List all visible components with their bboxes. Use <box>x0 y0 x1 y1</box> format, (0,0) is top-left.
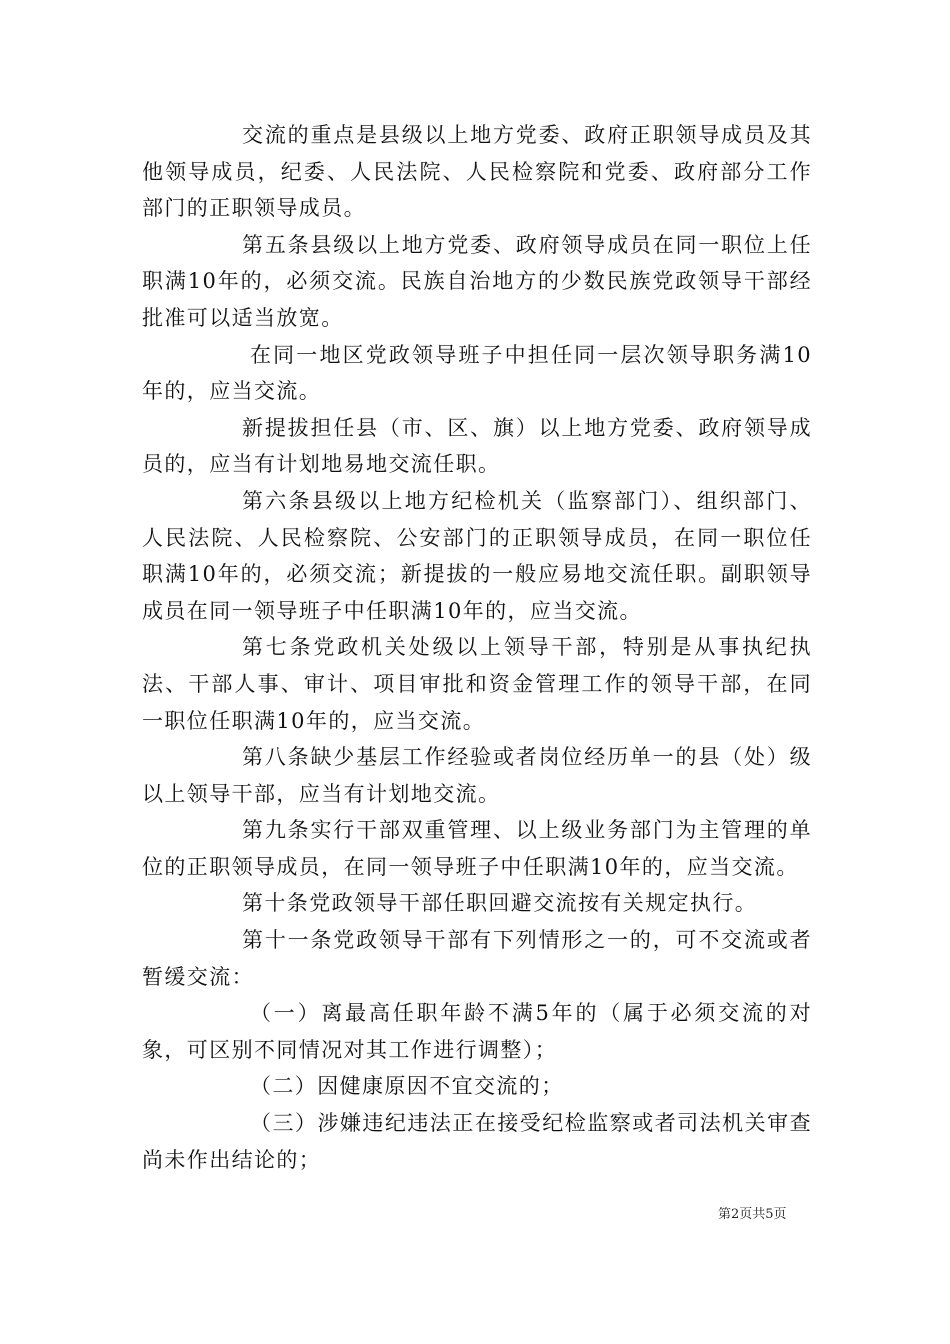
paragraph-article-10: 第十条党政领导干部任职回避交流按有关规定执行。 <box>242 891 758 916</box>
paragraph-article-7: 第七条党政机关处级以上领导干部，特别是从事执纪执法、干部人事、审计、项目审批和资金管理工作的领导干部，在同一职位任职满10年的，应当交流。 <box>142 635 812 733</box>
paragraph-article-8: 第八条缺少基层工作经验或者岗位经历单一的县（处）级以上领导干部，应当有计划地交流。 <box>142 745 812 806</box>
paragraph-item-1: （一）离最高任职年龄不满5年的（属于必须交流的对象，可区别不同情况对其工作进行调整）； <box>142 1001 812 1062</box>
paragraph-article-11: 第十一条党政领导干部有下列情形之一的，可不交流或者暂缓交流： <box>142 928 812 989</box>
page-number-footer: 第2页共5页 <box>718 1207 787 1222</box>
paragraph-article-5: 第五条县级以上地方党委、政府领导成员在同一职位上任职满10年的，必须交流。民族自治地方的少数民族党政领导干部经批准可以适当放宽。 <box>142 232 812 330</box>
paragraph-item-2: （二）因健康原因不宜交流的； <box>250 1074 564 1099</box>
paragraph-article-6: 第六条县级以上地方纪检机关（监察部门）、组织部门、人民法院、人民检察院、公安部门的正职领导成员，在同一职位任职满10年的，必须交流；新提拔的一般应易地交流任职。副职领导成员在同一领导班子中任职满10年的，应当交流。 <box>142 488 812 623</box>
paragraph-article-9: 第九条实行干部双重管理、以上级业务部门为主管理的单位的正职领导成员，在同一领导班子中任职满10年的，应当交流。 <box>142 818 812 879</box>
paragraph-new-promotion: 新提拔担任县（市、区、旗）以上地方党委、政府领导成员的，应当有计划地易地交流任职。 <box>142 415 812 477</box>
document-body <box>142 117 812 1178</box>
paragraph-same-region: 在同一地区党政领导班子中担任同一层次领导职务满10年的，应当交流。 <box>142 342 812 404</box>
paragraph-item-3: （三）涉嫌违纪违法正在接受纪检监察或者司法机关审查尚未作出结论的； <box>142 1111 812 1172</box>
paragraph-exchange-focus: 交流的重点是县级以上地方党委、政府正职领导成员及其他领导成员，纪委、人民法院、人民检察院和党委、政府部分工作部门的正职领导成员。 <box>142 123 812 221</box>
